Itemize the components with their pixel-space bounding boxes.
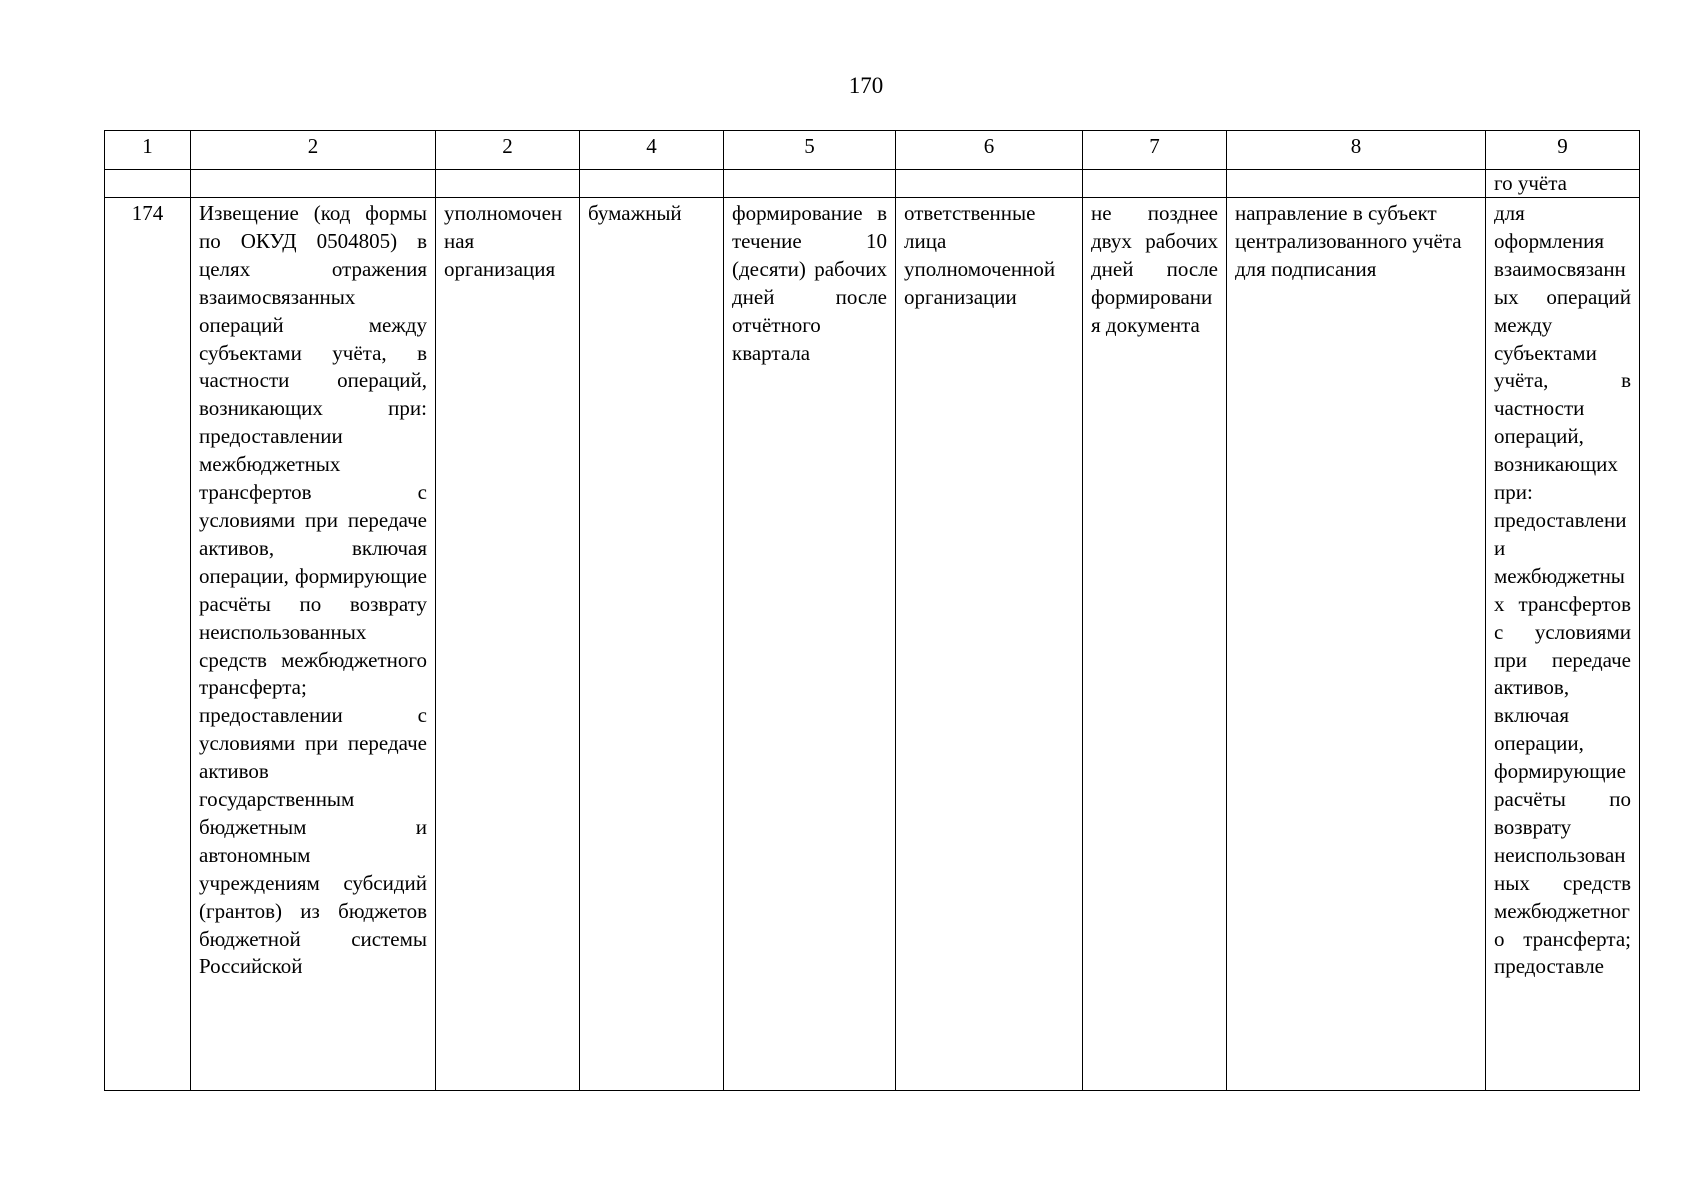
header-cell-6: 6 — [896, 131, 1083, 170]
continuation-cell-9: го учёта — [1486, 170, 1640, 198]
continuation-cell-7 — [1083, 170, 1227, 198]
header-cell-1: 1 — [105, 131, 191, 170]
row-number-cell: 174 — [105, 198, 191, 1091]
header-cell-8: 8 — [1227, 131, 1486, 170]
header-cell-9: 9 — [1486, 131, 1640, 170]
transfer-term-cell: не позднее двух рабочих дней после формирования документа — [1083, 198, 1227, 1091]
continuation-row — [105, 170, 1640, 198]
creator-cell: уполномоченная организация — [436, 198, 580, 1091]
continuation-cell-5 — [724, 170, 896, 198]
responsible-persons-cell: ответственные лица уполномоченной организации — [896, 198, 1083, 1091]
header-cell-7: 7 — [1083, 131, 1227, 170]
continuation-cell-6 — [896, 170, 1083, 198]
page-number: 170 — [848, 73, 884, 98]
continuation-cell-8 — [1227, 170, 1486, 198]
header-cell-5: 5 — [724, 131, 896, 170]
formation-term-cell: формирование в течение 10 (десяти) рабочих дней после отчётного квартала — [724, 198, 896, 1091]
purpose-cell: для оформления взаимосвязанных операций между субъектами учёта, в частности операций, возникающих при: предоставлении межбюджетных трансфертов с условиями при передаче активов, включая операции, формирующие расчёты по возврату неиспользованных средств межбюджетного трансферта; предоставле — [1486, 198, 1640, 1091]
action-cell: направление в субъект централизованного учёта для подписания — [1227, 198, 1486, 1091]
header-cell-3: 2 — [436, 131, 580, 170]
continuation-cell-2 — [191, 170, 436, 198]
document-table — [104, 130, 1640, 1091]
header-cell-2: 2 — [191, 131, 436, 170]
header-cell-4: 4 — [580, 131, 724, 170]
table-header-row — [105, 131, 1640, 170]
format-cell: бумажный — [580, 198, 724, 1091]
table-row — [105, 198, 1640, 1091]
continuation-cell-1 — [105, 170, 191, 198]
continuation-cell-4 — [580, 170, 724, 198]
continuation-cell-3 — [436, 170, 580, 198]
document-name-cell: Извещение (код формы по ОКУД 0504805) в целях отражения взаимосвязанных операций между субъектами учёта, в частности операций, возникающих при: предоставлении межбюджетных трансфертов с условиями при передаче активов, включая операции, формирующие расчёты по возврату неиспользованных средств межбюджетного трансферта; предоставлении с условиями при передаче активов государственным бюджетным и автономным учреждениям субсидий (грантов) из бюджетов бюджетной системы Российской — [191, 198, 436, 1091]
